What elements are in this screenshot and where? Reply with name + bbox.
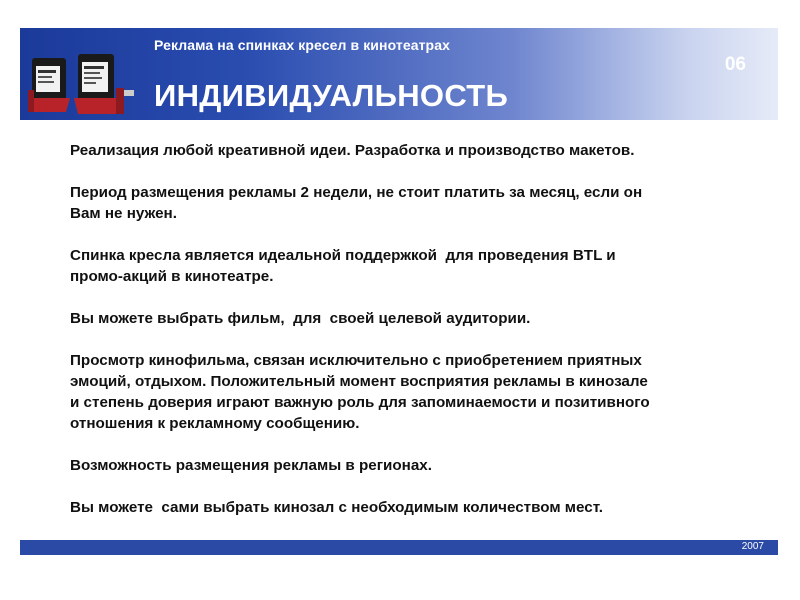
paragraph: Просмотр кинофильма, связан исключительно с приобретением приятных эмоций, отдыхом. Положительный момент восприятия рекламы в кинозале и степень доверия играют важную роль для запоминаемости и позитивного отношения к рекламному сообщению.: [70, 352, 650, 432]
page-title: ИНДИВИДУАЛЬНОСТЬ: [154, 78, 509, 113]
cinema-seats-icon: [26, 40, 138, 120]
header-banner: [20, 28, 778, 120]
paragraph: Период размещения рекламы 2 недели, не стоит платить за месяц, если он Вам не нужен.: [70, 184, 643, 222]
body-text: [70, 140, 760, 518]
page-number: 06: [724, 54, 746, 75]
footer-bar: [20, 540, 778, 555]
header-subtitle: Реклама на спинках кресел в кинотеатрах: [154, 37, 450, 53]
paragraph: Вы можете выбрать фильм, для своей целевой аудитории.: [70, 310, 531, 327]
paragraph: Спинка кресла является идеальной поддержкой для проведения BTL и промо-акций в кинотеатре.: [70, 247, 616, 285]
paragraph: Возможность размещения рекламы в регионах.: [70, 457, 432, 474]
paragraph: Вы можете сами выбрать кинозал с необходимым количеством мест.: [70, 499, 604, 516]
paragraph: Реализация любой креативной идеи. Разработка и производство макетов.: [70, 142, 635, 159]
footer-year: 2007: [741, 541, 764, 552]
